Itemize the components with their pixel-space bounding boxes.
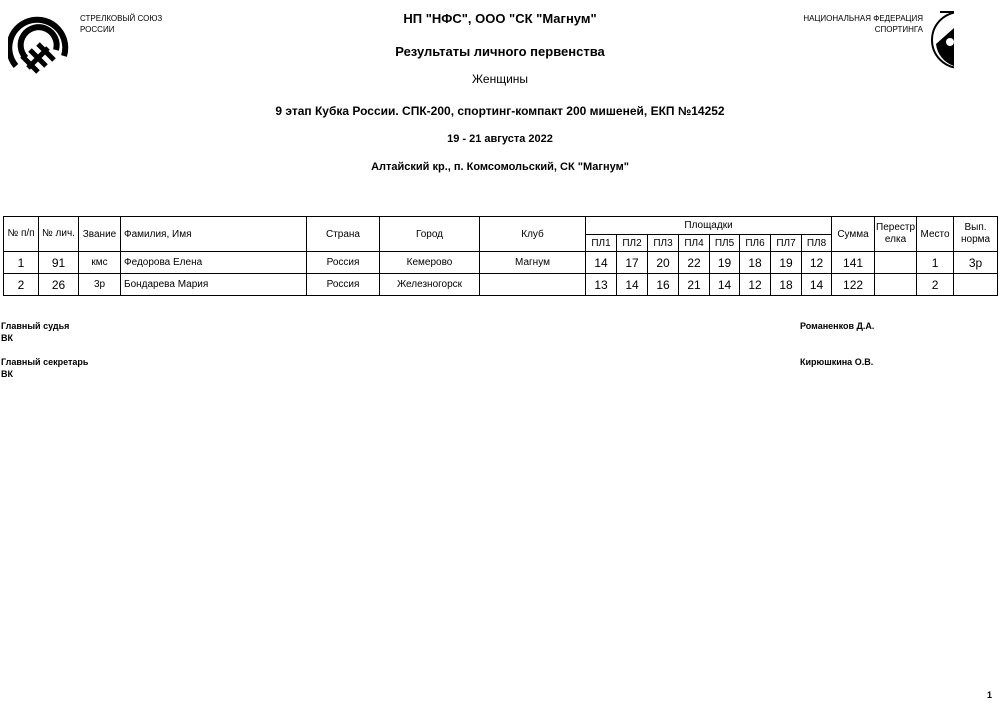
cell-club: Магнум [480,252,586,274]
col-header-sum: Сумма [832,217,875,252]
cell-lic: 91 [39,252,79,274]
col-header-stand: ПЛ8 [802,235,832,252]
chief-judge-category: ВК [1,333,13,343]
col-header-place: Место [917,217,954,252]
col-header-city: Город [380,217,480,252]
col-header-country: Страна [307,217,380,252]
cell-stand: 20 [648,252,679,274]
cell-stand: 21 [679,274,710,296]
results-table [3,216,998,296]
event-title: 9 этап Кубка России. СПК-200, спортинг-компакт 200 мишеней, ЕКП №14252 [275,104,725,118]
cell-stand: 17 [617,252,648,274]
cell-stand: 18 [771,274,802,296]
cell-norm: 3р [954,252,998,274]
col-header-norm: Вып. норма [954,217,998,252]
col-header-stand: ПЛ5 [710,235,740,252]
col-header-rank: Звание [79,217,121,252]
table-row [4,274,998,296]
cell-shootoff [875,252,917,274]
cell-country: Россия [307,274,380,296]
cell-stand: 12 [740,274,771,296]
col-header-shootoff: Перестрелка [875,217,917,252]
col-header-stand: ПЛ2 [617,235,648,252]
cell-rank: кмс [79,252,121,274]
org-left-line2: РОССИИ [80,25,115,34]
cell-place: 1 [917,252,954,274]
cell-stand: 14 [586,252,617,274]
event-dates: 19 - 21 августа 2022 [447,133,553,145]
org-left-line1: СТРЕЛКОВЫЙ СОЮЗ [80,14,163,23]
cell-norm [954,274,998,296]
col-header-stand: ПЛ6 [740,235,771,252]
cell-sum: 122 [832,274,875,296]
cell-lic: 26 [39,274,79,296]
col-header-stand: ПЛ4 [679,235,710,252]
cell-num: 1 [4,252,39,274]
col-header-stand: ПЛ3 [648,235,679,252]
cell-club [480,274,586,296]
page-number: 1 [986,690,992,700]
org-right-line2: СПОРТИНГА [874,25,923,34]
cell-stand: 14 [617,274,648,296]
cell-stand: 16 [648,274,679,296]
cell-city: Железногорск [380,274,480,296]
cell-sum: 141 [832,252,875,274]
cell-stand: 19 [771,252,802,274]
page-title: Результаты личного первенства [395,44,605,59]
category-label: Женщины [471,72,529,86]
col-header-stand: ПЛ1 [586,235,617,252]
cell-num: 2 [4,274,39,296]
chief-secretary-title: Главный секретарь [1,357,89,367]
chief-judge-name: Романенков Д.А. [800,321,875,331]
cell-city: Кемерово [380,252,480,274]
cell-country: Россия [307,252,380,274]
col-header-club: Клуб [480,217,586,252]
chief-secretary-name: Кирюшкина О.В. [800,357,874,367]
cell-stand: 14 [802,274,832,296]
chief-secretary-category: ВК [1,369,13,379]
chief-secretary-block [1,356,88,380]
cell-place: 2 [917,274,954,296]
cell-stand: 13 [586,274,617,296]
col-header-lic: № лич. [39,217,79,252]
cell-name: Бондарева Мария [121,274,307,296]
cell-rank: 3р [79,274,121,296]
chief-judge-title: Главный судья [1,321,70,331]
col-header-stands-group: Площадки [586,217,832,235]
cell-stand: 22 [679,252,710,274]
col-header-stand: ПЛ7 [771,235,802,252]
cell-stand: 12 [802,252,832,274]
cell-stand: 19 [710,252,740,274]
cell-name: Федорова Елена [121,252,307,274]
col-header-name: Фамилия, Имя [121,217,307,252]
table-row [4,252,998,274]
cell-stand: 14 [710,274,740,296]
cell-stand: 18 [740,252,771,274]
organizers-heading: НП "НФС", ООО "СК "Магнум" [403,11,597,26]
col-header-num: № п/п [4,217,39,252]
chief-judge-block [1,320,69,344]
org-right-line1: НАЦИОНАЛЬНАЯ ФЕДЕРАЦИЯ [803,14,923,23]
event-location: Алтайский кр., п. Комсомольский, СК "Магнум" [371,161,629,173]
cell-shootoff [875,274,917,296]
